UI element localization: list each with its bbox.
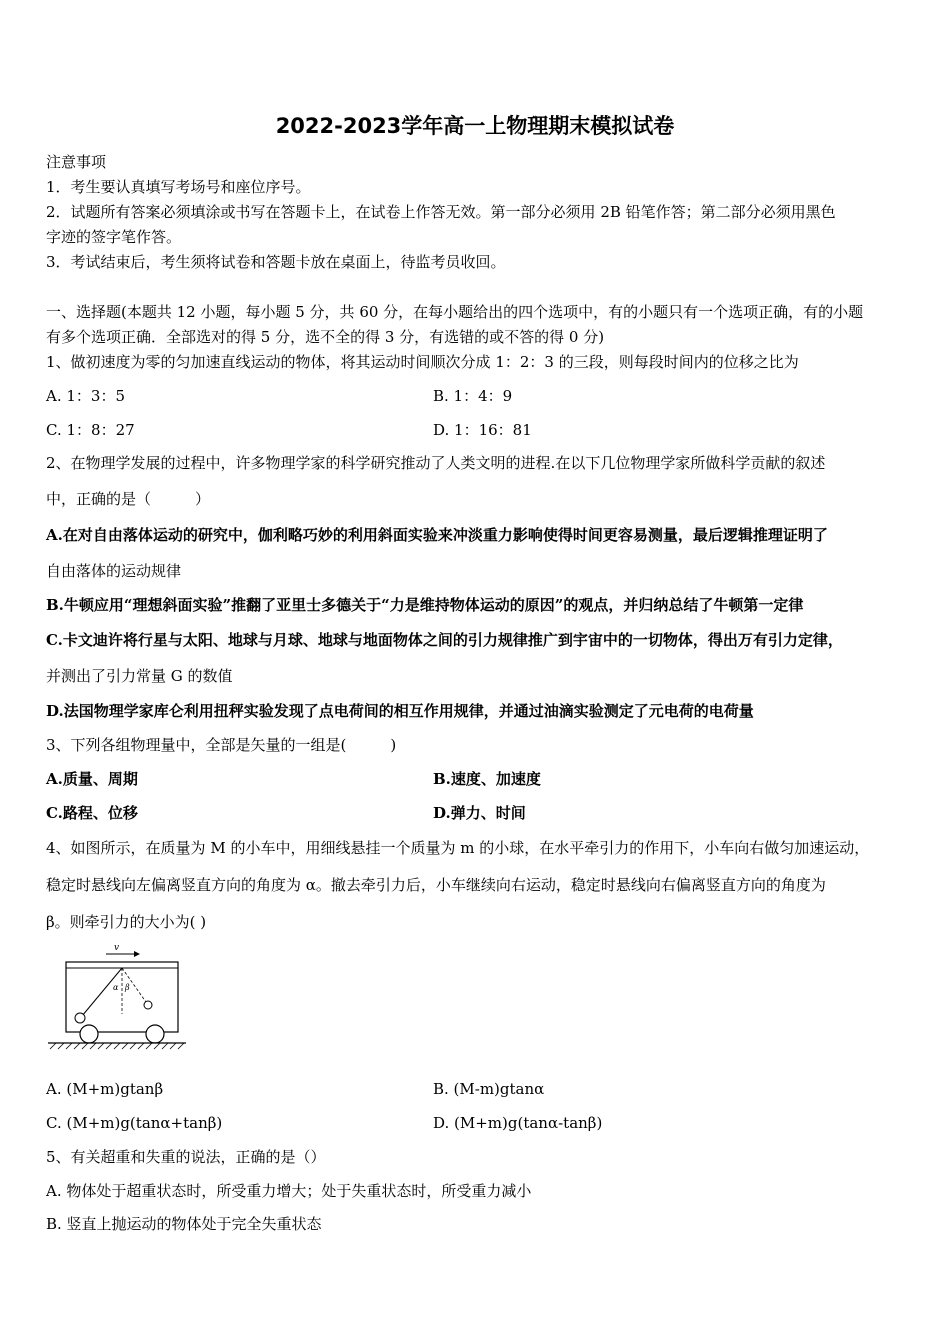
question-3-stem	[46, 735, 396, 755]
question-4-stem-cont: β。则牵引力的大小为( )	[46, 913, 207, 931]
q3-option-d[interactable]: D.弹力、时间	[433, 804, 526, 822]
q3-stem-paren: )	[390, 736, 397, 754]
q2-option-c-cont: 并测出了引力常量 G 的数值	[46, 667, 233, 685]
angle-beta-label: β	[125, 983, 130, 992]
q3-option-b[interactable]: B.速度、加速度	[433, 770, 541, 788]
q4-option-c[interactable]: C. (M+m)g(tanα+tanβ)	[46, 1114, 223, 1132]
q2-option-b[interactable]: B.牛顿应用“理想斜面实验”推翻了亚里士多德关于“力是维持物体运动的原因”的观点，并归纳总结了牛顿第一定律	[46, 596, 804, 614]
cart-pendulum-figure	[46, 938, 186, 1050]
section-instructions: 一、选择题(本题共 12 小题，每小题 5 分，共 60 分，在每小题给出的四个选项中，有的小题只有一个选项正确，有的小题	[46, 303, 864, 321]
q2-option-d[interactable]: D.法国物理学家库仑利用扭秤实验发现了点电荷间的相互作用规律，并通过油滴实验测定了元电荷的电荷量	[46, 702, 754, 720]
q1-option-a[interactable]: A. 1：3：5	[46, 387, 125, 405]
ball-right	[144, 1001, 152, 1009]
notice-heading: 注意事项	[46, 153, 107, 171]
q3-option-c[interactable]: C.路程、位移	[46, 804, 138, 822]
q3-stem-text: 3、下列各组物理量中，全部是矢量的一组是(	[46, 736, 347, 754]
string-left	[82, 968, 122, 1016]
question-1-stem: 1、做初速度为零的匀加速直线运动的物体，将其运动时间顺次分成 1：2：3 的三段，则每段时间内的位移之比为	[46, 353, 799, 371]
page-title: 2022-2023学年高一上物理期末模拟试卷	[275, 114, 675, 138]
q2-option-a[interactable]: A.在对自由落体运动的研究中，伽利略巧妙的利用斜面实验来冲淡重力影响使得时间更容易测量，最后逻辑推理证明了	[46, 526, 828, 544]
wheel-right	[146, 1025, 164, 1043]
q3-option-a[interactable]: A.质量、周期	[46, 770, 138, 788]
question-2-stem-cont	[46, 489, 210, 509]
q4-option-b[interactable]: B. (M-m)gtanα	[433, 1080, 545, 1098]
question-4-stem: 4、如图所示，在质量为 M 的小车中，用细线悬挂一个质量为 m 的小球，在水平牵引力的作用下，小车向右做匀加速运动，	[46, 839, 870, 857]
ball-left	[75, 1013, 85, 1023]
q1-option-b[interactable]: B. 1：4：9	[433, 387, 513, 405]
question-4-stem-cont: 稳定时悬线向左偏离竖直方向的角度为 α。撤去牵引力后，小车继续向右运动，稳定时悬线向右偏离竖直方向的角度为	[46, 876, 826, 894]
question-5-stem: 5、有关超重和失重的说法，正确的是（）	[46, 1148, 326, 1166]
q5-option-b[interactable]: B. 竖直上抛运动的物体处于完全失重状态	[46, 1215, 322, 1233]
section-instructions: 有多个选项正确．全部选对的得 5 分，选不全的得 3 分，有选错的或不答的得 0 分)	[46, 328, 605, 346]
q4-option-a[interactable]: A. (M+m)gtanβ	[46, 1080, 164, 1098]
notice-item: 3．考试结束后，考生须将试卷和答题卡放在桌面上，待监考员收回。	[46, 253, 506, 271]
velocity-arrowhead	[134, 951, 140, 957]
angle-alpha-label: α	[113, 983, 119, 992]
q2-stem-paren: ）	[195, 490, 211, 508]
notice-item: 2．试题所有答案必须填涂或书写在答题卡上，在试卷上作答无效。第一部分必须用 2B 铅笔作答；第二部分必须用黑色	[46, 203, 836, 221]
q1-option-d[interactable]: D. 1：16：81	[433, 421, 532, 439]
notice-item: 字迹的签字笔作答。	[46, 228, 182, 246]
notice-item: 1．考生要认真填写考场号和座位序号。	[46, 178, 311, 196]
wheel-left	[80, 1025, 98, 1043]
q2-option-c[interactable]: C.卡文迪许将行星与太阳、地球与月球、地球与地面物体之间的引力规律推广到宇宙中的一切物体，得出万有引力定律，	[46, 631, 843, 649]
question-2-stem: 2、在物理学发展的过程中，许多物理学家的科学研究推动了人类文明的进程.在以下几位物理学家所做科学贡献的叙述	[46, 454, 826, 472]
ground-hatch	[50, 1043, 184, 1049]
q5-option-a[interactable]: A. 物体处于超重状态时，所受重力增大；处于失重状态时，所受重力减小	[46, 1182, 532, 1200]
q2-stem-text: 中，正确的是（	[46, 490, 152, 508]
q4-option-d[interactable]: D. (M+m)g(tanα-tanβ)	[433, 1114, 603, 1132]
velocity-label: v	[114, 943, 120, 953]
q1-option-c[interactable]: C. 1：8：27	[46, 421, 135, 439]
q2-option-a-cont: 自由落体的运动规律	[46, 562, 182, 580]
